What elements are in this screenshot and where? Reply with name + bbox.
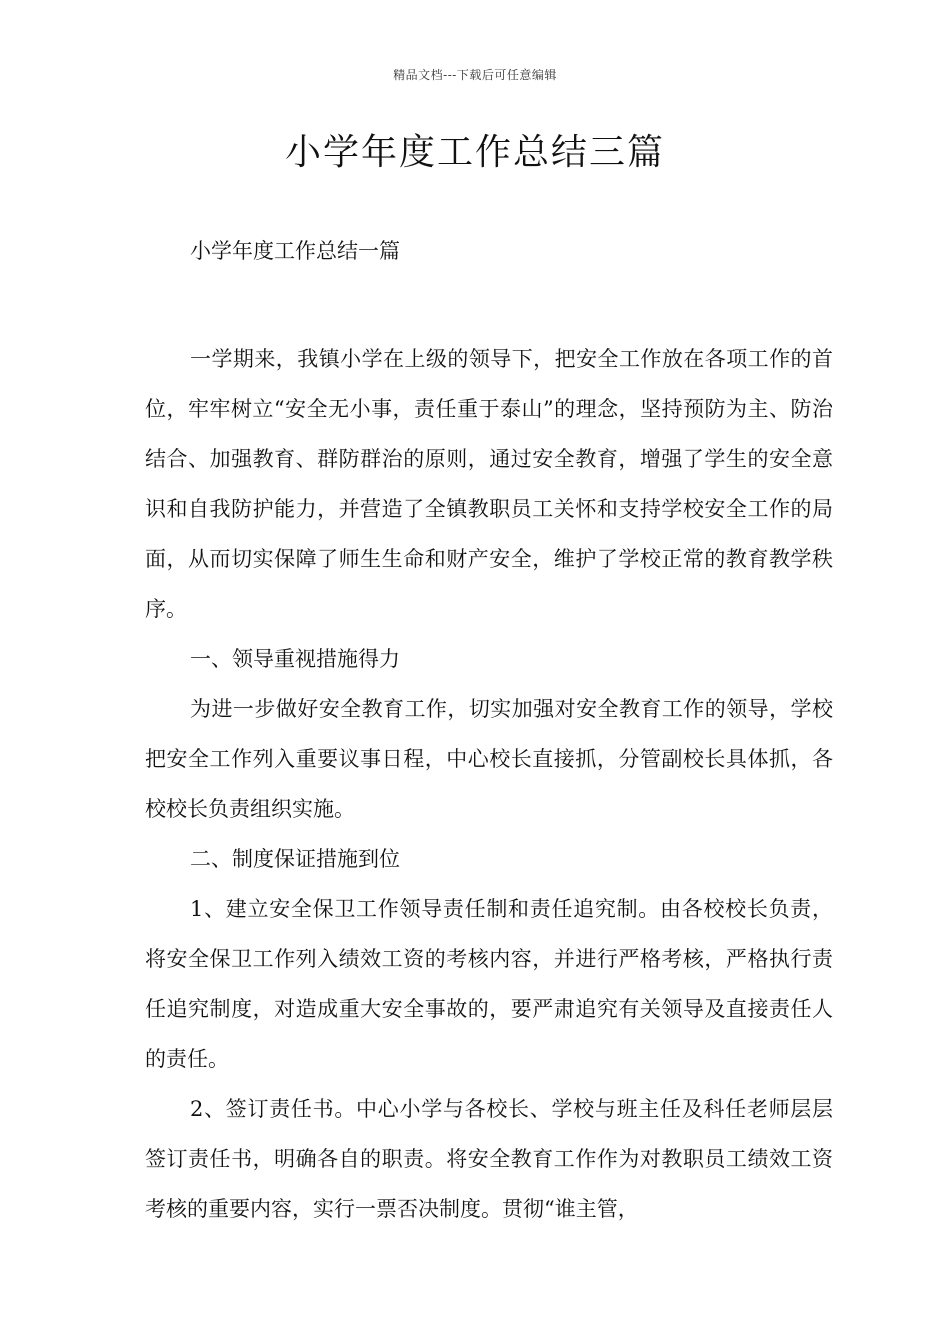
paragraph-leadership: 为进一步做好安全教育工作，切实加强对安全教育工作的领导，学校把安全工作列入重要议事日程，中心校长直接抓，分管副校长具体抓，各校校长负责组织实施。 [145, 697, 833, 821]
paragraph-responsibility-system: 1、建立安全保卫工作领导责任制和责任追究制。由各校校长负责，将安全保卫工作列入绩效工资的考核内容，并进行严格考核，严格执行责任追究制度，对造成重大安全事故的，要严肃追究有关领导及直接责任人的责任。 [145, 897, 833, 1071]
document-title: 小学年度工作总结三篇 [284, 132, 665, 173]
section-heading-leadership: 一、领导重视措施得力 [190, 647, 400, 671]
body-text [145, 334, 833, 1234]
section-heading-system: 二、制度保证措施到位 [190, 847, 400, 871]
header-note: 精品文档---下载后可任意编辑 [393, 68, 557, 82]
paragraph-responsibility-letter: 2、签订责任书。中心小学与各校长、学校与班主任及科任老师层层签订责任书，明确各自的职责。将安全教育工作作为对教职员工绩效工资考核的重要内容，实行一票否决制度。贯彻“谁主管， [145, 1097, 833, 1221]
paragraph-intro: 一学期来，我镇小学在上级的领导下，把安全工作放在各项工作的首位，牢牢树立“安全无小事，责任重于泰山”的理念，坚持预防为主、防治结合、加强教育、群防群治的原则，通过安全教育，增强了学生的安全意识和自我防护能力，并营造了全镇教职员工关怀和支持学校安全工作的局面，从而切实保障了师生生命和财产安全，维护了学校正常的教育教学秩序。 [145, 347, 833, 621]
section-subtitle: 小学年度工作总结一篇 [190, 239, 400, 263]
